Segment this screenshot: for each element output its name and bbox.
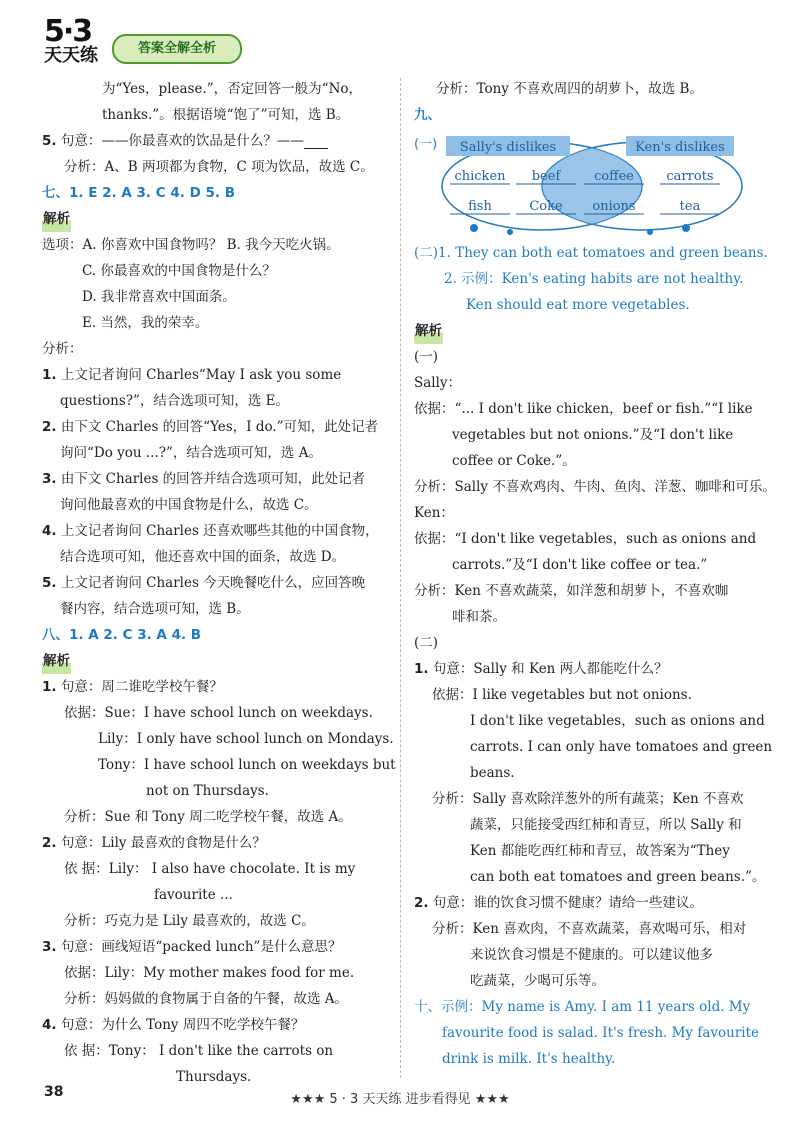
analysis-text: 吃蔬菜，少喝可乐等。 — [470, 973, 605, 989]
section-10-answer: favourite food is salad. It's fresh. My favourite — [442, 1025, 760, 1041]
evidence-text: not on Thursdays. — [146, 783, 269, 799]
venn-middle-item: onions — [592, 199, 636, 214]
evidence-text: carrots.”及“I don't like coffee or tea.” — [452, 557, 708, 573]
venn-left-item: chicken — [454, 169, 506, 184]
evidence-text: 依 据：Tony： I don't like the carrots on — [64, 1043, 334, 1059]
part-1-label: (一) — [414, 137, 438, 152]
evidence-text: 依据：“... I don't like chicken，beef or fish.”“I like — [414, 401, 753, 417]
jiexi-label: 解析 — [42, 648, 71, 674]
column-divider — [400, 78, 401, 1078]
analysis-text: 来说饮食习惯是不健康的。可以建议他多 — [470, 947, 713, 963]
analysis-text: 蔬菜，只能接受西红柿和青豆，所以 Sally 和 — [470, 817, 742, 833]
question-text: 句意：——你最喜欢的饮品是什么？—— — [60, 133, 304, 149]
analysis-text: 分析：Tony 不喜欢周四的胡萝卜，故选 B。 — [436, 81, 703, 97]
item-number: 5. — [42, 575, 57, 591]
analysis-text: 询问他最喜欢的中国食物是什么，故选 C。 — [60, 497, 318, 513]
right-column — [414, 76, 776, 1072]
analysis-text: Ken 都能吃西红柿和青豆，故答案为“They — [470, 843, 730, 859]
flower-icon — [647, 229, 653, 235]
evidence-text: vegetables but not onions.”及“I don't like — [452, 427, 734, 443]
flower-icon — [470, 224, 478, 232]
item-number: 3. — [42, 939, 57, 955]
analysis-text: 餐内容，结合选项可知，选 B。 — [60, 601, 250, 617]
item-number: 2. — [414, 895, 429, 911]
venn-diagram — [414, 128, 760, 240]
evidence-text: beans. — [470, 765, 515, 781]
evidence-text: favourite ... — [154, 887, 233, 903]
jiexi-label: 解析 — [42, 206, 71, 232]
analysis-text: 分析：Sally 喜欢除洋葱外的所有蔬菜；Ken 不喜欢 — [432, 791, 744, 807]
part-label: (一) — [414, 349, 439, 365]
option-c: C. 你最喜欢的中国食物是什么？ — [82, 263, 276, 279]
part-2-answer-1: (二)1. They can both eat tomatoes and green beans. — [414, 245, 768, 261]
analysis-text: 结合选项可知，他还喜欢中国的面条，故选 D。 — [60, 549, 346, 565]
sally-title: Sally's dislikes — [459, 140, 557, 155]
answer-blank — [304, 134, 328, 149]
analysis-text: 分析：巧克力是 Lily 最喜欢的，故选 C。 — [64, 913, 315, 929]
part-2-answer-2b: Ken should eat more vegetables. — [466, 297, 690, 313]
evidence-text: 依据：I like vegetables but not onions. — [432, 687, 692, 703]
logo-text: 天天练 — [44, 45, 98, 66]
evidence-text: 依据：“I don't like vegetables，such as onions and — [414, 531, 757, 547]
text-line: 为“Yes，please.”，否定回答一般为“No， — [102, 81, 363, 97]
item-number: 2. — [42, 835, 57, 851]
section-10-answer: 十、示例：My name is Amy. I am 11 years old. My — [414, 999, 751, 1015]
question-text: 句意：Lily 最喜欢的食物是什么？ — [60, 835, 266, 851]
evidence-text: 依据：Sue：I have school lunch on weekdays. — [64, 705, 373, 721]
analysis-text: 上文记者询问 Charles 今天晚餐吃什么，应回答晚 — [60, 575, 366, 591]
option-e: E. 当然，我的荣幸。 — [82, 315, 209, 331]
section-10-answer: drink is milk. It's healthy. — [442, 1051, 616, 1067]
analysis-text: 分析：Sally 不喜欢鸡肉、牛肉、鱼肉、洋葱、咖啡和可乐。 — [414, 479, 776, 495]
analysis-text: 由下文 Charles 的回答“Yes，I do.”可知，此处记者 — [60, 419, 379, 435]
evidence-text: Tony：I have school lunch on weekdays but — [98, 757, 396, 773]
fenxi-label: 分析： — [42, 341, 83, 357]
section-8-answers: 八、1. A 2. C 3. A 4. B — [42, 627, 202, 643]
part-2-answer-2a: 2. 示例：Ken's eating habits are not healthy. — [444, 271, 744, 287]
item-number: 5. — [42, 133, 57, 149]
options-line: 选项：A. 你喜欢中国食物吗？ B. 我今天吃火锅。 — [42, 237, 340, 253]
evidence-text: 依据：Lily：My mother makes food for me. — [64, 965, 355, 981]
evidence-text: I don't like vegetables，such as onions and — [470, 713, 765, 729]
analysis-text: 啡和茶。 — [452, 609, 506, 625]
analysis-text: 询问“Do you ...?”，结合选项可知，选 A。 — [60, 445, 322, 461]
item-number: 3. — [42, 471, 57, 487]
question-text: 句意：谁的饮食习惯不健康？请给一些建议。 — [432, 895, 703, 911]
section-9-heading: 九、 — [414, 107, 441, 123]
logo — [44, 14, 114, 72]
analysis-text: 分析：妈妈做的食物属于自备的午餐，故选 A。 — [64, 991, 349, 1007]
item-number: 1. — [42, 367, 57, 383]
flower-icon — [507, 229, 513, 235]
jiexi-label: 解析 — [414, 318, 443, 344]
venn-left-item: beef — [531, 169, 561, 184]
option-d: D. 我非常喜欢中国面条。 — [82, 289, 236, 305]
venn-right-item: carrots — [666, 169, 714, 184]
item-number: 4. — [42, 1017, 57, 1033]
ken-label: Ken： — [414, 505, 454, 521]
flower-icon — [682, 224, 690, 232]
analysis-text: 分析：Sue 和 Tony 周二吃学校午餐，故选 A。 — [64, 809, 352, 825]
analysis-text: 由下文 Charles 的回答并结合选项可知，此处记者 — [60, 471, 366, 487]
question-text: 句意：为什么 Tony 周四不吃学校午餐？ — [60, 1017, 305, 1033]
analysis-text: questions?”，结合选项可知，选 E。 — [60, 393, 290, 409]
part-label: (二) — [414, 635, 439, 651]
page-number: 38 — [44, 1084, 64, 1100]
venn-left-item: Coke — [529, 199, 563, 214]
page-footer: ★★★ 5 · 3 天天练 进步看得见 ★★★ — [290, 1092, 510, 1107]
evidence-text: coffee or Coke.”。 — [452, 453, 576, 469]
evidence-text: Thursdays. — [176, 1069, 252, 1085]
question-text: 句意：画线短语“packed lunch”是什么意思？ — [60, 939, 342, 955]
question-text: 句意：Sally 和 Ken 两人都能吃什么？ — [432, 661, 668, 677]
item-number: 1. — [414, 661, 429, 677]
left-column — [42, 76, 396, 1090]
header-banner: 答案全解全析 — [112, 34, 242, 64]
text-line: thanks.”。根据语境“饱了”可知，选 B。 — [102, 107, 350, 123]
venn-left-item: fish — [468, 199, 492, 214]
analysis-text: 分析：Ken 喜欢肉，不喜欢蔬菜，喜欢喝可乐，相对 — [432, 921, 747, 937]
section-7-answers: 七、1. E 2. A 3. C 4. D 5. B — [42, 185, 235, 201]
item-number: 1. — [42, 679, 57, 695]
analysis-text: 分析：Ken 不喜欢蔬菜，如洋葱和胡萝卜，不喜欢咖 — [414, 583, 729, 599]
analysis-text: can both eat tomatoes and green beans.”。 — [470, 869, 766, 885]
item-number: 4. — [42, 523, 57, 539]
ken-title: Ken's dislikes — [635, 140, 725, 155]
venn-graphic — [414, 128, 760, 240]
analysis-text: 上文记者询问 Charles“May I ask you some — [60, 367, 342, 383]
analysis-text: 上文记者询问 Charles 还喜欢哪些其他的中国食物， — [60, 523, 379, 539]
venn-middle-item: coffee — [594, 169, 634, 184]
venn-right-item: tea — [679, 199, 701, 214]
sally-label: Sally： — [414, 375, 462, 391]
evidence-text: carrots. I can only have tomatoes and green — [470, 739, 773, 755]
item-number: 2. — [42, 419, 57, 435]
question-text: 句意：周二谁吃学校午餐？ — [60, 679, 223, 695]
logo-number: 5·3 — [44, 14, 92, 49]
evidence-text: 依 据：Lily： I also have chocolate. It is my — [64, 861, 356, 877]
evidence-text: Lily：I only have school lunch on Mondays. — [98, 731, 394, 747]
analysis-text: 分析：A、B 两项都为食物，C 项为饮品，故选 C。 — [64, 159, 374, 175]
